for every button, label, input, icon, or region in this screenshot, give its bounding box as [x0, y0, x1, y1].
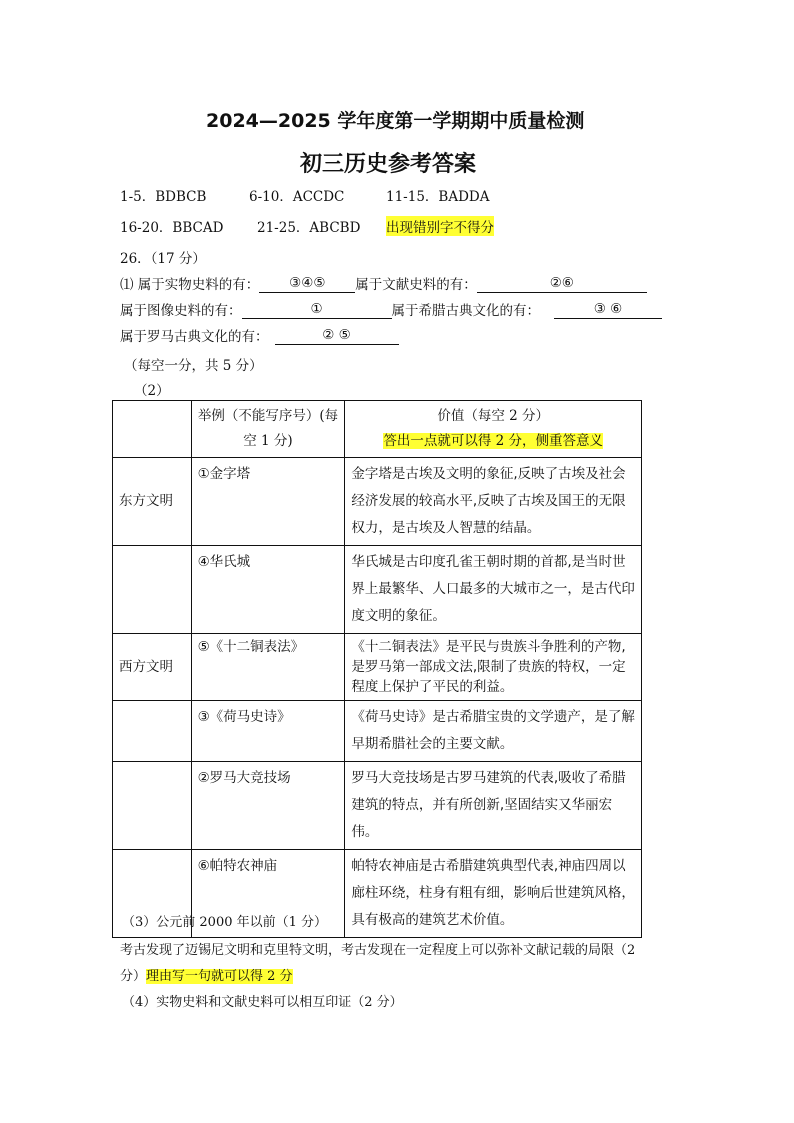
group-label: [113, 546, 192, 634]
table-row: [113, 701, 642, 762]
physical-sources-label: ⑴ 属于实物史料的有：: [120, 277, 260, 293]
document-subtitle: 初三历史参考答案: [300, 152, 477, 177]
example-cell: ⑥帕特农神庙: [191, 850, 345, 938]
q26-p1-line1: [120, 273, 647, 293]
q26-p4: （4）实物史料和文献史料可以相互印证（2 分）: [122, 995, 403, 1010]
example-cell: ⑤《十二铜表法》: [191, 634, 345, 701]
value-cell: 帕特农神庙是古希腊建筑典型代表,神庙四周以廊柱环绕，柱身有粗有细，影响后世建筑风格，具有极高的建筑艺术价值。: [345, 850, 642, 938]
header-empty-cell: [113, 401, 192, 458]
table-header-row: [113, 401, 642, 458]
example-cell: ①金字塔: [191, 458, 345, 546]
example-cell: ②罗马大竞技场: [191, 762, 345, 850]
mc-note-highlight: 出现错别字不得分: [386, 216, 494, 236]
value-cell: 罗马大竞技场是古罗马建筑的代表,吸收了希腊建筑的特点，并有所创新,坚固结实又华丽宏伟。: [345, 762, 642, 850]
mc-answer-11-15: 11-15．BADDA: [386, 189, 490, 205]
roman-culture-label: 属于罗马古典文化的有：: [120, 329, 269, 345]
q26-p3-line3-score: 分）: [120, 969, 147, 984]
header-example: 举例（不能写序号）(每空 1 分): [191, 401, 345, 458]
header-note-highlight: 答出一点就可以得 2 分，侧重答意义: [383, 433, 604, 449]
greek-culture-label: 属于希腊古典文化的有：: [391, 303, 540, 319]
q26-p3-line1: （3）公元前 2000 年以前（1 分）: [122, 915, 328, 930]
mc-answer-21-25: 21-25．ABCBD: [257, 220, 361, 236]
q26-p1-score: （每空一分，共 5 分）: [124, 358, 263, 374]
value-cell: 金字塔是古埃及文明的象征,反映了古埃及社会经济发展的较高水平,反映了古埃及国王的无限权力，是古埃及人智慧的结晶。: [345, 458, 642, 546]
answer-table: [112, 400, 642, 938]
q26-p1-line3: [120, 325, 399, 345]
mc-answer-6-10: 6-10．ACCDC: [249, 189, 345, 205]
example-cell: ④华氏城: [191, 546, 345, 634]
value-cell: 《十二铜表法》是平民与贵族斗争胜利的产物,是罗马第一部成文法,限制了贵族的特权，一定程度上保护了平民的利益。: [345, 634, 642, 701]
q26-heading: 26．（17 分）: [120, 251, 206, 267]
physical-sources-answer: ③④⑤: [259, 275, 355, 293]
documentary-sources-answer: ②⑥: [477, 275, 647, 293]
table-row: [113, 634, 642, 701]
q26-p2-label: （2）: [134, 383, 170, 399]
group-label: [113, 701, 192, 762]
group-label: 东方文明: [113, 458, 192, 546]
q26-p1-line2: [120, 299, 662, 319]
q26-p3-note-highlight: 理由写一句就可以得 2 分: [146, 969, 293, 984]
example-cell: ③《荷马史诗》: [191, 701, 345, 762]
roman-culture-answer: ② ⑤: [275, 327, 399, 345]
image-sources-label: 属于图像史料的有：: [120, 303, 242, 319]
document-title: 2024—2025 学年度第一学期期中质量检测: [206, 110, 585, 132]
table-row: [113, 458, 642, 546]
value-cell: 华氏城是古印度孔雀王朝时期的首都,是当时世界上最繁华、人口最多的大城市之一，是古代印度文明的象征。: [345, 546, 642, 634]
table-row: [113, 762, 642, 850]
value-cell: 《荷马史诗》是古希腊宝贵的文学遗产，是了解早期希腊社会的主要文献。: [345, 701, 642, 762]
image-sources-answer: ①: [242, 301, 392, 319]
documentary-sources-label: 属于文献史料的有：: [355, 277, 477, 293]
group-label: [113, 762, 192, 850]
mc-answer-16-20: 16-20．BBCAD: [120, 220, 224, 236]
header-value: 价值（每空 2 分） 答出一点就可以得 2 分，侧重答意义: [345, 401, 642, 458]
group-label: 西方文明: [113, 634, 192, 701]
table-row: [113, 546, 642, 634]
q26-p3-line3: [120, 965, 293, 984]
q26-p3-line2: 考古发现了迈锡尼文明和克里特文明，考古发现在一定程度上可以弥补文献记载的局限（2: [120, 943, 636, 958]
mc-answer-1-5: 1-5．BDBCB: [120, 189, 207, 205]
greek-culture-answer: ③ ⑥: [554, 301, 662, 319]
